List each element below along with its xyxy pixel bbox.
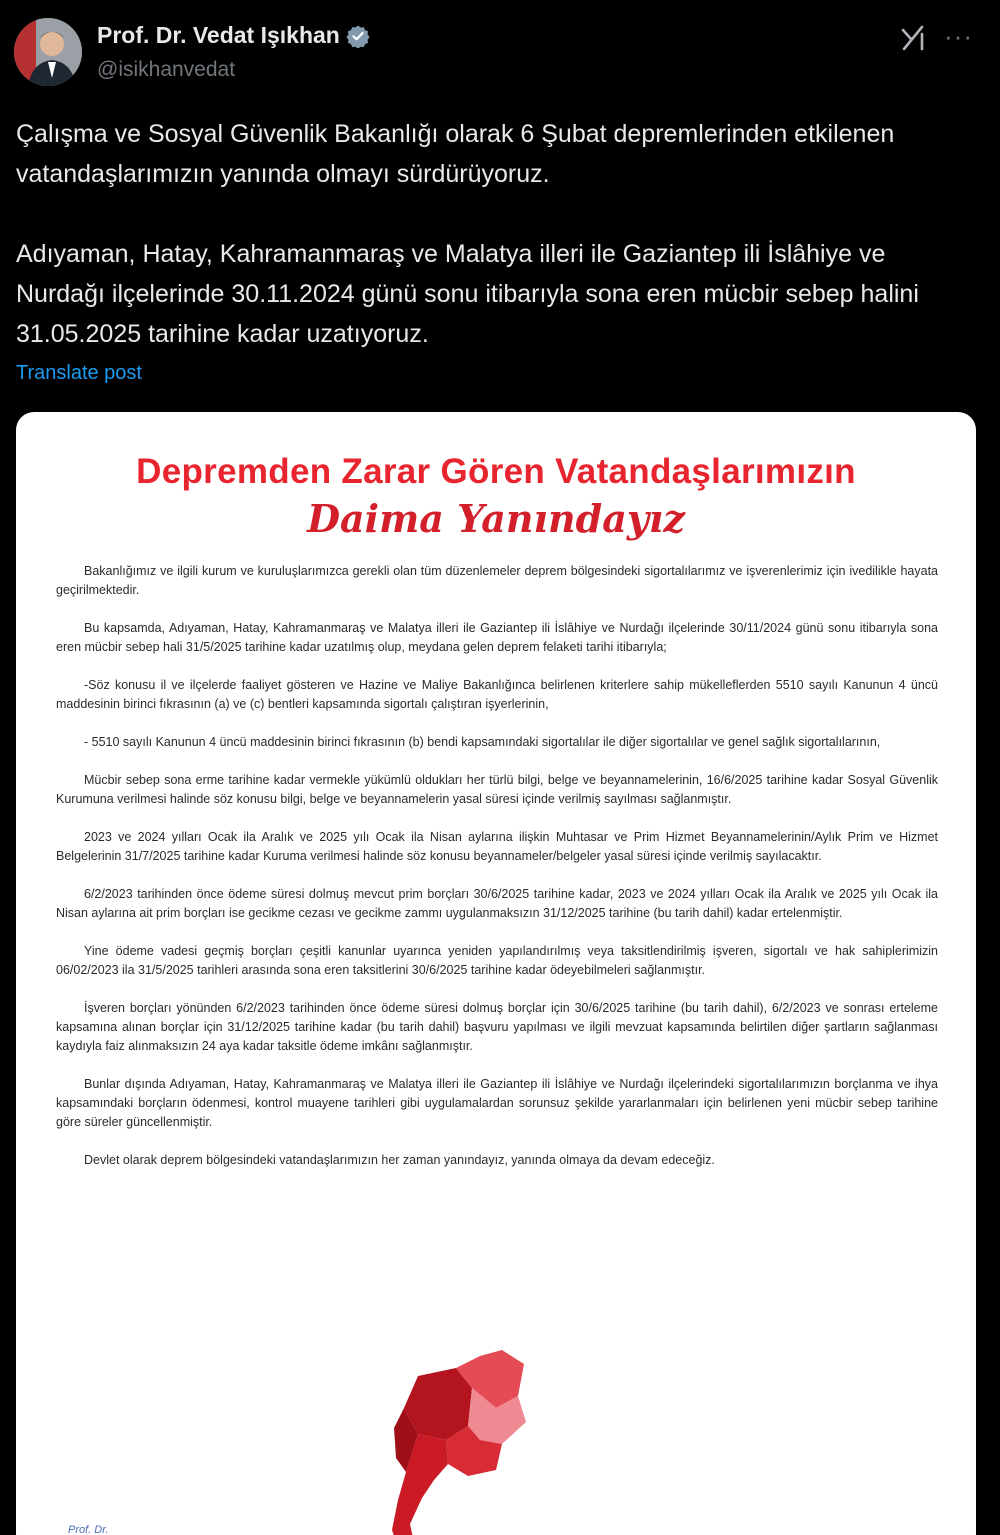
document-paragraph: 6/2/2023 tarihinden önce ödeme süresi dolmuş mevcut prim borçları 30/6/2025 tarihine kadar, 2023 ve 2024 yılları Ocak ila Aralık ve 2025 yılı Ocak ila Nisan aylarına ait prim borçları ise gecikme cezası ve gecikme zammı uygulanmaksızın 31/12/2025 tarihine (bu tarih dahil) kadar ertelenmiştir. bbox=[56, 887, 938, 920]
author-name-row bbox=[97, 22, 370, 49]
author-handle[interactable]: @isikhanvedat bbox=[97, 58, 236, 81]
post-text bbox=[16, 114, 976, 354]
document-paragraph: -Söz konusu il ve ilçelerde faaliyet gösteren ve Hazine ve Maliye Bakanlığınca belirlenen kriterlere sahip mükelleflerden 5510 sayılı Kanunun 4 üncü maddesinin birinci fıkrasının (a) ve (c) bentleri kapsamında sigortalı çalıştıran işyerlerinin, bbox=[56, 678, 938, 711]
grok-icon[interactable] bbox=[898, 22, 930, 54]
image-document-body bbox=[56, 562, 938, 1170]
avatar-portrait-icon bbox=[14, 18, 82, 86]
document-paragraph: Bu kapsamda, Adıyaman, Hatay, Kahramanmaraş ve Malatya illeri ile Gaziantep ili İslâhiye ve Nurdağı ilçelerinde 30/11/2024 günü sonu itibarıyla sona eren mücbir sebep hali 31/5/2025 tarihine kadar uzatılmış olup, meydana gelen deprem felaketi tarihi itibarıyla; bbox=[56, 621, 938, 654]
image-subtitle: Daima Yanındayız bbox=[307, 496, 685, 541]
document-paragraph: Mücbir sebep sona erme tarihine kadar vermekle yükümlü oldukları her türlü bilgi, belge ve beyannamelerinin, 16/6/2025 tarihine kadar Sosyal Güvenlik Kurumuna verilmesi halinde söz konusu bilgi, belge ve beyannamelerin yasal süresi içinde verilmiş sayılması sağlanmıştır. bbox=[56, 773, 938, 806]
document-paragraph: Bunlar dışında Adıyaman, Hatay, Kahramanmaraş ve Malatya illeri ile Gaziantep ili İslâhiye ve Nurdağı ilçelerindeki sigortalılarımızın borçlanma ve ihya kapsamındaki borçların ödenmesi, kontrol muayene tarihleri gibi uygulamalardan sorunsuz şekilde yararlanmaları için belirlenen yeni mücbir sebep tarihine göre süreler güncellenmiştir. bbox=[56, 1077, 938, 1129]
document-paragraph: Bakanlığımız ve ilgili kurum ve kuruluşlarımızca gerekli olan tüm düzenlemeler deprem bölgesindeki sigortalılarımız ve işverenlerimiz için ivedilikle hayata geçirilmektedir. bbox=[56, 564, 938, 597]
verified-badge-icon bbox=[346, 24, 370, 48]
document-paragraph: 2023 ve 2024 yılları Ocak ila Aralık ve 2025 yılı Ocak ila Nisan aylarına ilişkin Muhtasar ve Prim Hizmet Beyannamelerinin/Aylık Prim ve Hizmet Belgelerinin 31/7/2025 tarihine kadar Kuruma verilmesi halinde söz konusu beyannameler/belgeler yasal süresi içinde verilmiş sayılacaktır. bbox=[56, 830, 938, 863]
avatar[interactable] bbox=[14, 18, 82, 86]
post-paragraph: Çalışma ve Sosyal Güvenlik Bakanlığı olarak 6 Şubat depremlerinden etkilenen vatandaşlarımızın yanında olmayı sürdürüyoruz. bbox=[16, 120, 895, 188]
post-image[interactable] bbox=[16, 412, 976, 1535]
post-paragraph: Adıyaman, Hatay, Kahramanmaraş ve Malatya illeri ile Gaziantep ili İslâhiye ve Nurdağı ilçelerinde 30.11.2024 günü sonu itibarıyla sona eren mücbir sebep halini 31.05.2025 tarihine kadar uzatıyoruz. bbox=[16, 240, 919, 348]
image-title: Depremden Zarar Gören Vatandaşlarımızın bbox=[136, 452, 856, 491]
document-paragraph: - 5510 sayılı Kanunun 4 üncü maddesinin birinci fıkrasının (b) bendi kapsamındaki sigortalılar ile diğer sigortalılar ve genel sağlık sigortalılarının, bbox=[84, 735, 881, 749]
translate-post-link[interactable]: Translate post bbox=[16, 362, 142, 384]
document-paragraph: Devlet olarak deprem bölgesindeki vatandaşlarımızın her zaman yanındayız, yanında olmaya da devam edeceğiz. bbox=[84, 1153, 715, 1167]
author-display-name[interactable]: Prof. Dr. Vedat Işıkhan bbox=[97, 22, 340, 48]
image-signature: Prof. Dr. bbox=[68, 1524, 109, 1535]
more-options-icon[interactable]: ··· bbox=[944, 21, 973, 51]
earthquake-region-map bbox=[376, 1348, 536, 1535]
document-paragraph: İşveren borçları yönünden 6/2/2023 tarihinden önce ödeme süresi dolmuş borçlar için 30/6/2025 tarihine (bu tarih dahil), 6/2/2023 ve sonrası erteleme kapsamına alınan borçlar için 31/12/2025 tarihine kadar (bu tarih dahil) başvuru yapılması ve ilgili mevzuat kapsamında belirtilen diğer şartların sağlanması kaydıyla faiz alınmaksızın 24 aya kadar taksitle ödeme imkânı sağlanmıştır. bbox=[56, 1001, 938, 1053]
document-paragraph: Yine ödeme vadesi geçmiş borçları çeşitli kanunlar uyarınca yeniden yapılandırılmış veya taksitlendirilmiş işveren, sigortalı ve hak sahiplerimizin 06/02/2023 ila 31/5/2025 tarihleri arasında sona eren taksitlerini 30/6/2025 tarihine kadar ödeyebilmeleri sağlanmıştır. bbox=[56, 944, 938, 977]
